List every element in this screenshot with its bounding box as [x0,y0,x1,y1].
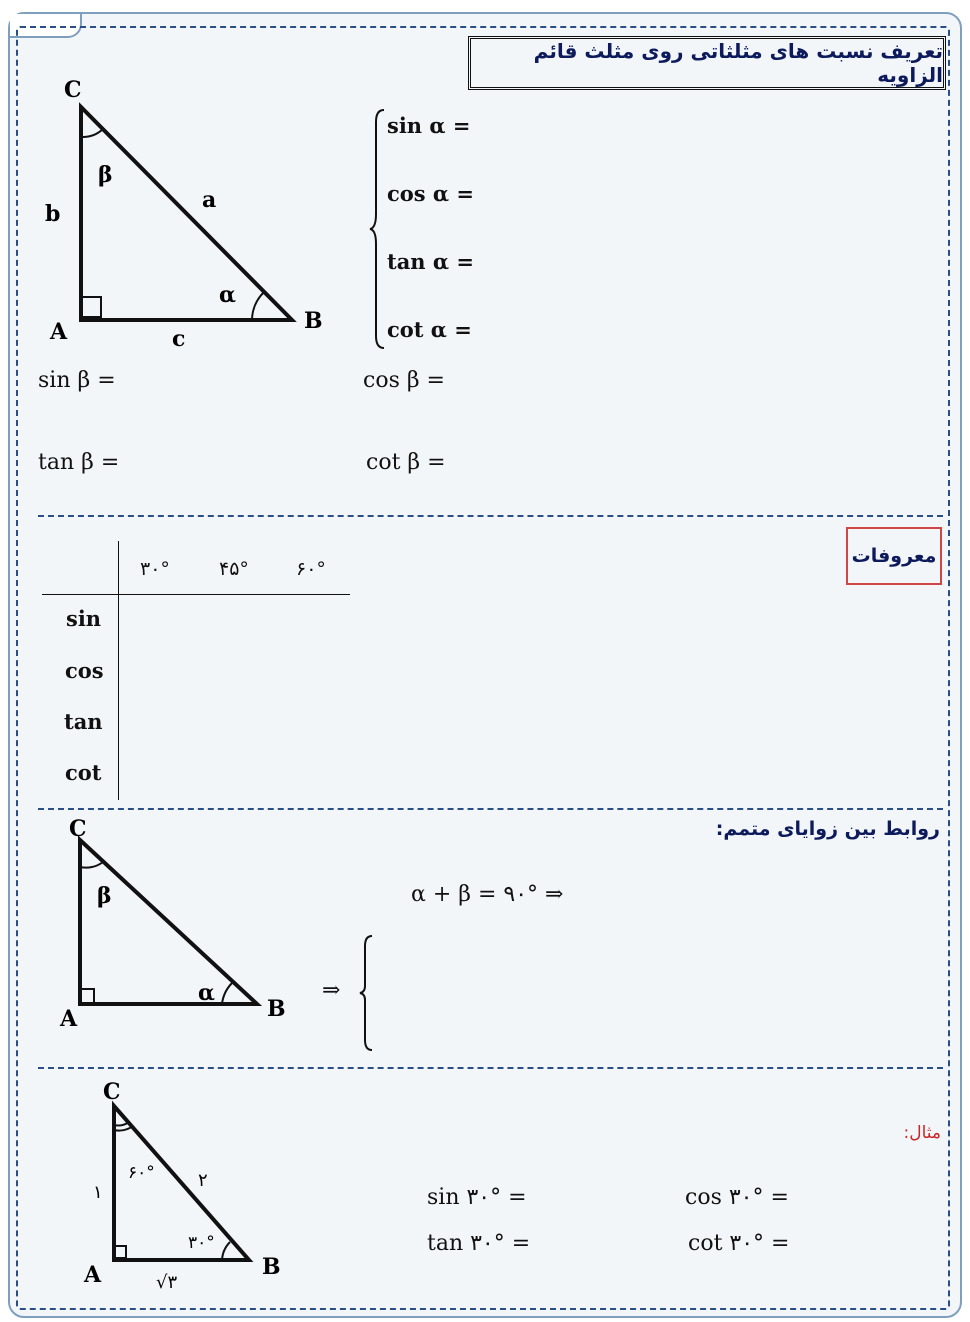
side-bc-label: ۲ [198,1170,208,1191]
right-angle-mark [80,989,94,1003]
table-col-30: ۳۰° [140,558,170,580]
values-table [42,541,352,801]
angle-c-arc-outer [114,1126,133,1131]
alpha-arc [222,983,232,1004]
section3-title: روابط بین زوایای متمم: [715,818,940,840]
cos-alpha-formula: cos α = [387,181,474,206]
cos-30-formula: cos ۳۰° = [685,1185,789,1210]
beta-arc [80,862,103,868]
triangle-3 [114,1106,249,1260]
section1-title: تعریف نسبت های مثلثاتی روی مثلث قائم الزاویه [468,36,946,90]
sin-beta-formula: sin β = [38,368,116,393]
beta-arc [81,129,103,137]
alpha-label: α [198,980,215,1006]
tan-alpha-formula: tan α = [387,249,474,274]
beta-label: β [97,883,112,909]
section-divider-3 [38,1067,943,1069]
angle-c-arc-inner [114,1122,129,1125]
cos-beta-formula: cos β = [363,368,445,393]
cot-beta-formula: cot β = [366,450,446,475]
left-brace-1 [368,108,388,350]
complementary-relation: α + β = ۹۰° ⇒ [411,882,564,907]
vertex-b-label: B [267,996,286,1022]
vertex-a-label: A [60,1006,78,1030]
table-row-sin: sin [66,606,102,631]
side-ac-label: ۱ [93,1182,103,1203]
side-ab-label: √۳ [156,1272,178,1293]
angle-b-arc [222,1242,230,1260]
right-angle-mark [81,297,101,317]
triangle-figure-3 [78,1076,308,1308]
side-a-label: a [202,187,217,213]
table-col-60: ۶۰° [296,558,326,580]
section2-title: معروفات [846,527,942,585]
table-row-tan: tan [64,709,103,734]
section-divider-1 [38,515,943,517]
tan-30-formula: tan ۳۰° = [427,1231,531,1256]
angle-c-value: ۶۰° [128,1163,155,1183]
table-row-cot: cot [65,760,102,785]
vertex-a-label: A [84,1262,102,1288]
beta-label: β [98,162,113,188]
vertex-b-label: B [304,308,323,334]
sin-alpha-formula: sin α = [387,113,471,138]
triangle-1 [81,107,292,320]
vertex-c-label: C [103,1079,121,1105]
implies-arrow: ⇒ [322,978,341,1003]
tan-beta-formula: tan β = [38,450,120,475]
table-horizontal-line [42,594,350,595]
cot-alpha-formula: cot α = [387,317,472,342]
vertex-c-label: C [64,77,82,103]
triangle-2 [80,840,257,1004]
table-row-cos: cos [65,658,104,683]
alpha-arc [252,292,264,320]
side-b-label: b [45,201,61,227]
cot-30-formula: cot ۳۰° = [688,1231,790,1256]
sin-30-formula: sin ۳۰° = [427,1185,527,1210]
triangle-figure-1 [30,75,350,355]
angle-b-value: ۳۰° [188,1233,215,1253]
section-divider-2 [38,808,943,810]
triangle-figure-2 [50,815,300,1030]
vertex-a-label: A [50,319,68,345]
vertex-b-label: B [262,1254,281,1280]
table-col-45: ۴۵° [219,558,249,580]
section4-title: مثال: [903,1123,941,1143]
left-brace-2 [359,934,375,1052]
side-c-label: c [172,326,186,352]
vertex-c-label: C [69,816,87,842]
alpha-label: α [219,282,236,308]
table-vertical-line [118,541,119,800]
